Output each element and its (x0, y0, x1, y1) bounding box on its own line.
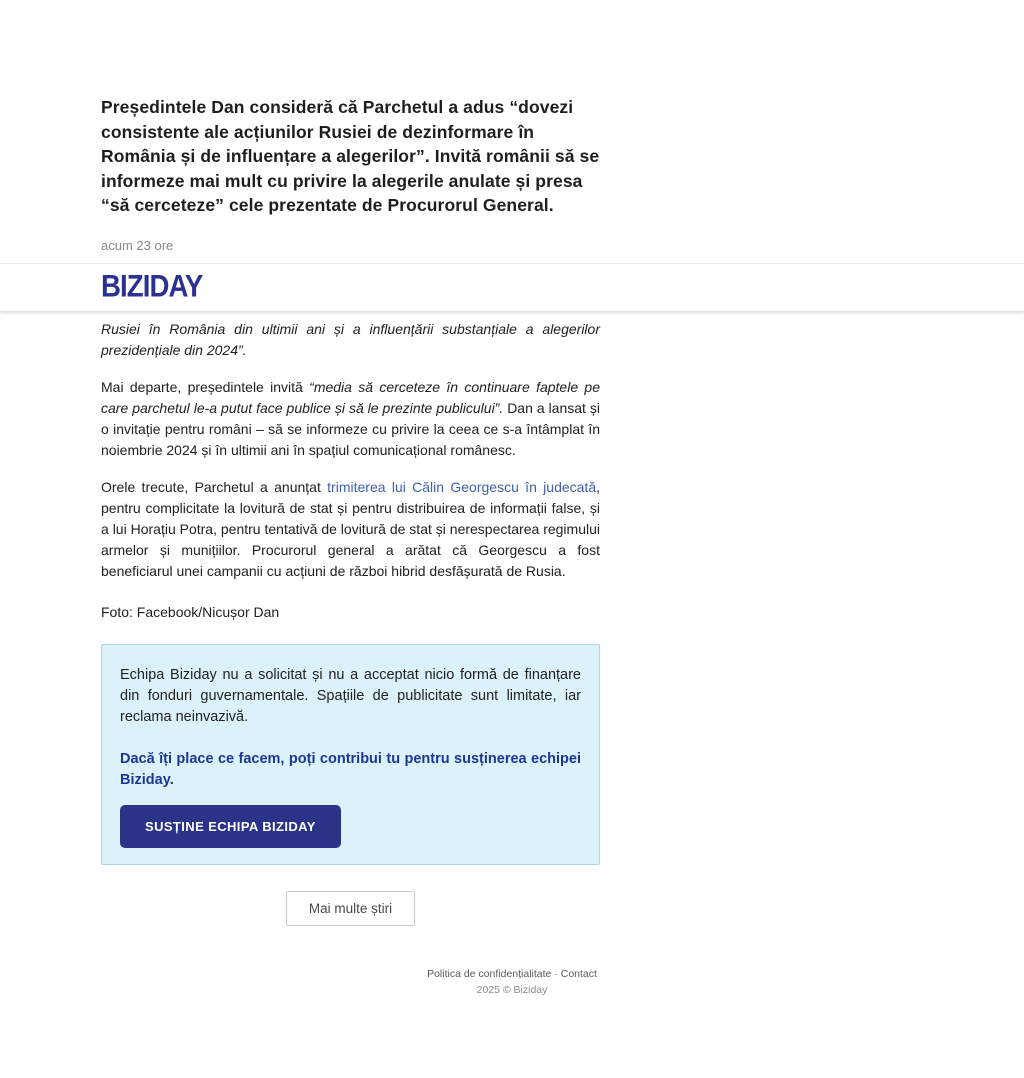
photo-credit: Foto: Facebook/Nicușor Dan (101, 603, 280, 620)
article-headline[interactable]: Președintele Dan consideră că Parchetul a adus “dovezi consistente ale acțiunilor Rusiei de dezinformare în România și de influențare a alegerilor”. Invită românii să se informeze mai mult cu privire la alegerile anulate și presa “să cerceteze” cele prezentate de Procurorul General. (101, 97, 600, 215)
biziday-logo[interactable]: BIZIDAY (101, 269, 203, 304)
article-header (101, 95, 600, 253)
paragraph-2-text-after: Dan a lansat și o invitație pentru români – să se informeze cu privire la ceea ce s-a întâmplat în noiembrie 2024 și în ultimii ani în spațiul comunicațional românesc. (101, 399, 600, 458)
paragraph-2-italic-quote: “media să cerceteze în continuare faptele pe care parchetul le-a putut face publice și să le prezinte publicului”. (101, 378, 600, 416)
article-paragraph-quote-continuation: Rusiei în România din ultimii ani și a influențării substanțiale a alegerilor prezidențiale din 2024”. (101, 320, 600, 358)
georgescu-indictment-link[interactable]: trimiterea lui Călin Georgescu în judecată (327, 478, 597, 495)
footer-copyright: 2025 © Biziday (476, 983, 548, 996)
footer-separator: · (554, 967, 558, 980)
article-timestamp: acum 23 ore (101, 237, 174, 253)
footer-links (0, 966, 1024, 982)
site-header (0, 263, 1024, 311)
article-paragraph-3 (101, 477, 600, 582)
more-news-section (101, 891, 600, 926)
support-box-bold-text: Dacă îți place ce facem, poți contribui tu pentru susținerea echipei Biziday. (120, 750, 581, 788)
privacy-policy-link[interactable]: Politica de confidențialitate (427, 967, 552, 980)
support-box (101, 644, 600, 865)
contact-link[interactable]: Contact (560, 967, 597, 980)
paragraph-2-text-before: Mai departe, președintele invită (101, 378, 310, 395)
paragraph-3-text-before: Orele trecute, Parchetul a anunțat (101, 478, 328, 495)
paragraph-3-text-after: , pentru complicitate la lovitură de stat și pentru distribuirea de informații false, și a lui Horațiu Potra, pentru tentativă de lovitură de stat și nerespectarea regimului armelor și munițiilor. Procurorul general a arătat că Georgescu a fost beneficiarul unei campanii cu acțiuni de război hibrid desfășurată de Rusia. (101, 478, 601, 579)
support-box-text: Echipa Biziday nu a solicitat și nu a acceptat nicio formă de finanțare din fonduri guvernamentale. Spațiile de publicitate sunt limitate, iar reclama neinvazivă. (120, 666, 581, 725)
article-paragraph-2 (101, 377, 600, 461)
article-body (101, 319, 600, 865)
more-news-button[interactable]: Mai multe știri (286, 891, 415, 926)
support-team-button[interactable]: SUSȚINE ECHIPA BIZIDAY (120, 805, 341, 848)
footer (0, 966, 1024, 998)
